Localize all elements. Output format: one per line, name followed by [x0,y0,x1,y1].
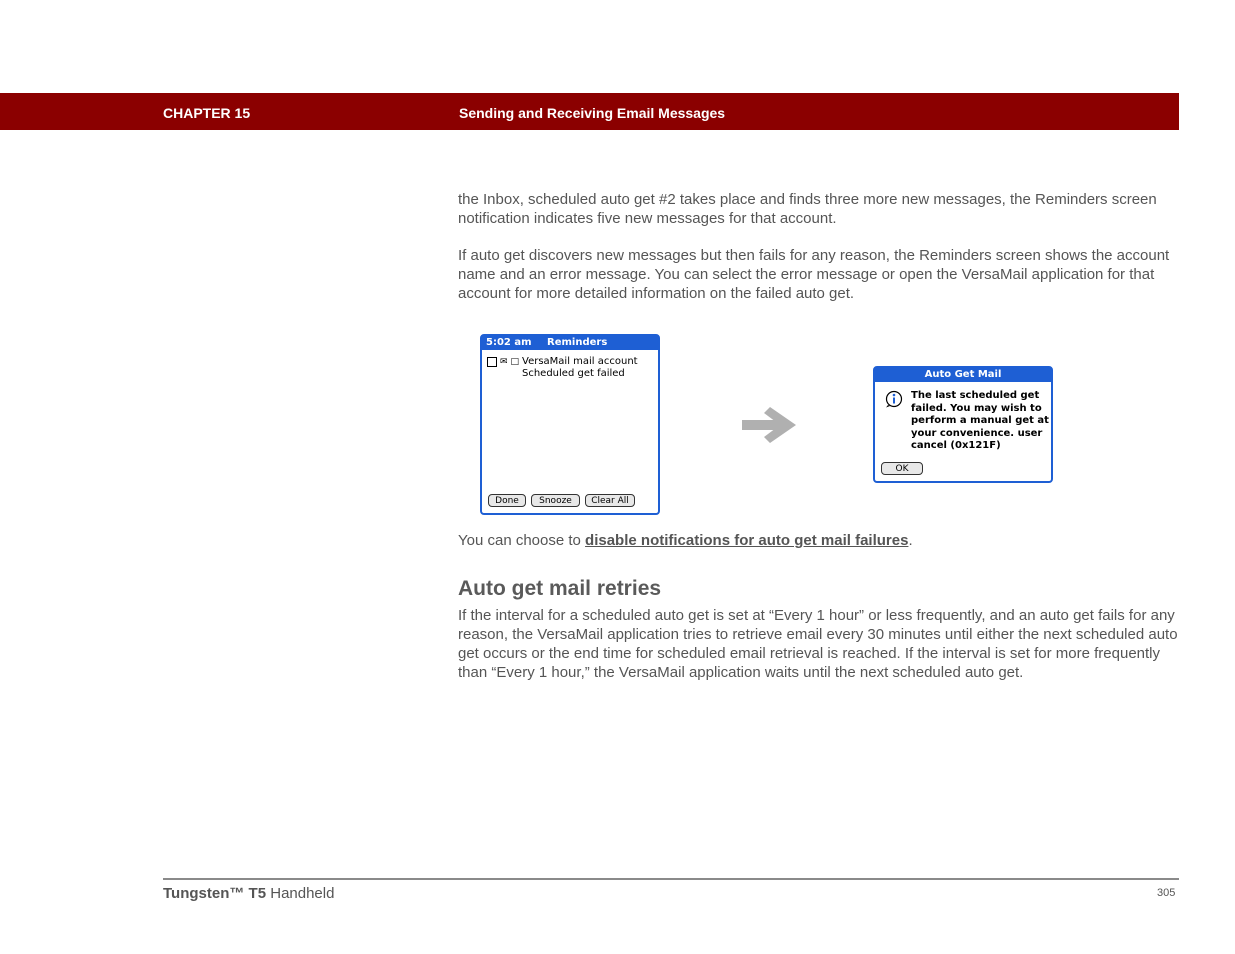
arrow-right-icon [740,403,800,447]
footer-product-rest: Handheld [266,885,335,902]
reminder-item[interactable] [522,356,638,380]
paragraph-text: the Inbox, scheduled auto get #2 takes place and finds three more new messages, the Reminders screen notification indicates five new messages for that account. [458,191,1157,227]
paragraph-inbox [458,190,1178,228]
done-button[interactable]: Done [488,494,526,507]
chapter-label: CHAPTER 15 [163,105,251,121]
paragraph-disable-notifications [458,531,1178,550]
footer-product [163,885,334,902]
checkbox-icon[interactable] [487,357,497,367]
reminders-time: 5:02 am [486,337,532,348]
paragraph-text: If auto get discovers new messages but then fails for any reason, the Reminders screen shows the account name and an error message. You can select the error message or open the VersaMail application for that account for more detailed information on the failed auto get. [458,247,1170,302]
paragraph-text: If the interval for a scheduled auto get is set at “Every 1 hour” or less frequently, and an auto get fails for any reason, the VersaMail application tries to retrieve email every 30 minutes until either the next scheduled auto get occurs or the end time for scheduled email retrieval is reached. If the interval is set for more frequently than “Every 1 hour,” the VersaMail application waits until the next scheduled auto get. [458,607,1178,681]
section-heading: Auto get mail retries [458,577,662,600]
ok-button[interactable]: OK [881,462,923,475]
reminders-screen [480,334,660,515]
info-icon [885,390,903,408]
clear-all-button[interactable]: Clear All [585,494,635,507]
reminder-error-message[interactable]: Scheduled get failed [522,368,625,379]
paragraph-prefix: You can choose to [458,532,586,549]
paragraph-suffix: . [908,532,913,549]
dialog-title: Auto Get Mail [924,369,1002,380]
mail-alert-icon: ✉ [500,356,508,367]
dialog-message: The last scheduled get failed. You may wish to perform a manual get at your convenience. user cancel (0x121F) [911,390,1049,451]
disable-notifications-link[interactable]: disable notifications for auto get mail failures [585,532,909,549]
paragraph-retries [458,606,1178,682]
chapter-header-bar [0,93,1179,130]
chapter-title: Sending and Receiving Email Messages [459,105,726,121]
reminder-account-name: VersaMail mail account [522,356,638,367]
page-number: 305 [1157,887,1176,899]
paragraph-text [458,531,1178,550]
footer-divider [163,878,1179,880]
footer-product-bold: Tungsten™ T5 [163,885,267,902]
speaker-icon: □ [510,356,520,367]
auto-get-mail-dialog [873,366,1053,483]
snooze-button[interactable]: Snooze [531,494,580,507]
reminders-title-bar [482,336,658,350]
paragraph-auto-get-failure [458,246,1178,303]
reminder-item-icons [487,356,519,368]
reminders-title: Reminders [547,337,608,348]
dialog-title-bar [875,368,1051,382]
